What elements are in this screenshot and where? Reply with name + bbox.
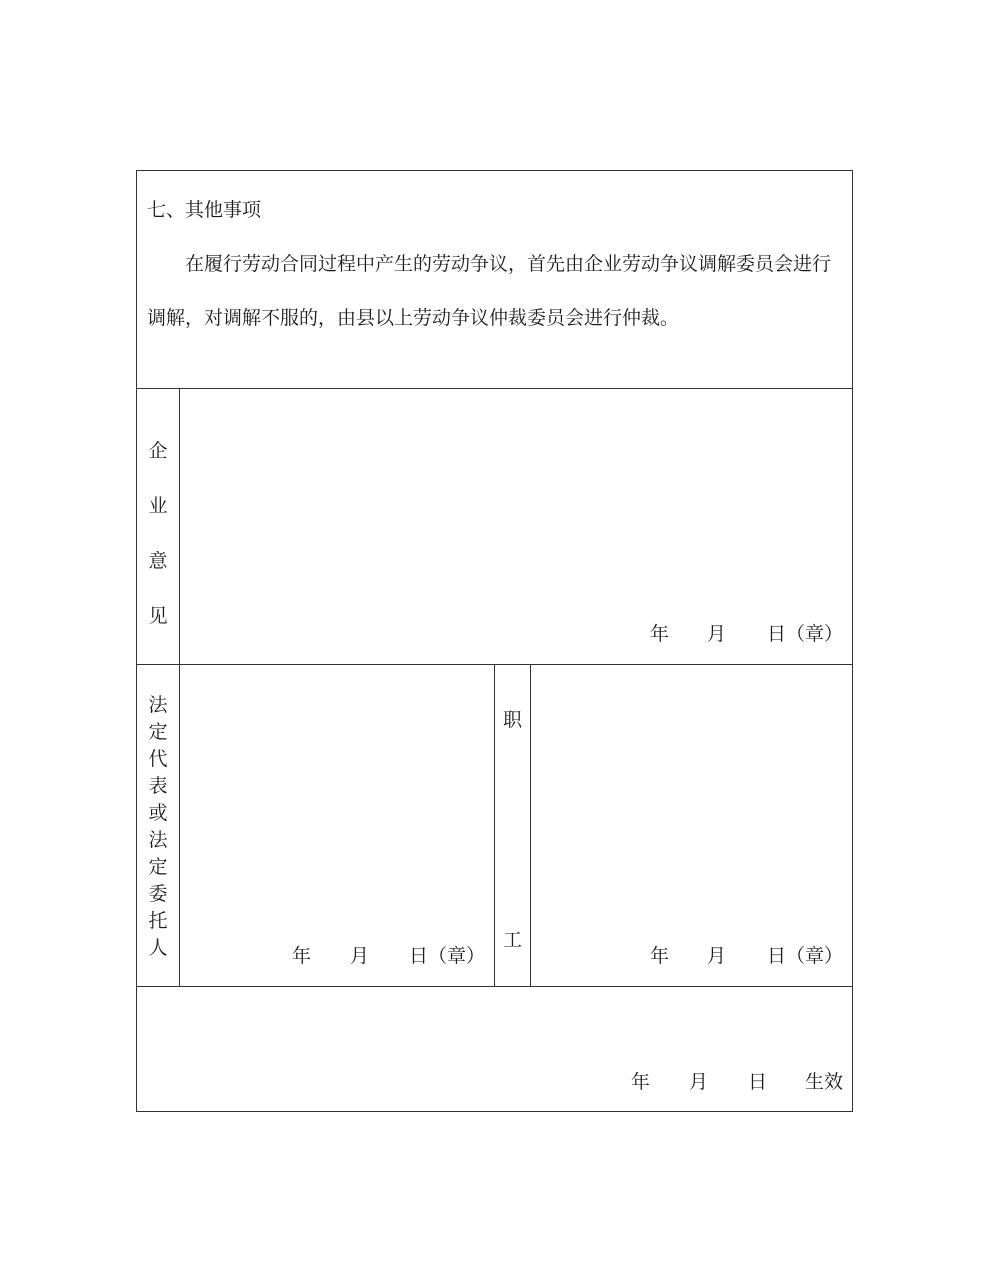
- label-char: 托: [148, 910, 168, 932]
- employee-date-year: 年: [650, 945, 670, 967]
- label-char: 定: [148, 856, 168, 878]
- label-char: 业: [148, 495, 168, 517]
- divider-after-signatures: [137, 986, 852, 987]
- divider-enterprise-label: [179, 388, 180, 986]
- contract-form-table: [136, 170, 853, 1112]
- legal-rep-date-day-seal: 日（章）: [409, 945, 486, 967]
- label-char: 见: [148, 605, 168, 627]
- divider-employee-label: [530, 664, 531, 986]
- legal-rep-date-month: 月: [350, 945, 370, 967]
- effective-label: 生效: [805, 1071, 844, 1093]
- enterprise-date-day-seal: 日（章）: [767, 623, 844, 645]
- label-char: 企: [148, 440, 168, 462]
- enterprise-date-year: 年: [650, 623, 670, 645]
- label-char: 法: [148, 694, 168, 716]
- employee-date-day-seal: 日（章）: [767, 945, 844, 967]
- label-char: 表: [148, 775, 168, 797]
- enterprise-date-month: 月: [707, 623, 727, 645]
- employee-date-month: 月: [707, 945, 727, 967]
- section7-line1: 在履行劳动合同过程中产生的劳动争议，首先由企业劳动争议调解委员会进行: [185, 253, 832, 275]
- legal-rep-label: [137, 692, 179, 962]
- label-char: 或: [148, 802, 168, 824]
- effective-date-year: 年: [631, 1071, 651, 1093]
- label-char: 意: [148, 550, 168, 572]
- enterprise-opinion-label: [137, 436, 179, 656]
- section7-heading: 七、其他事项: [147, 199, 262, 221]
- label-char: 委: [148, 883, 168, 905]
- label-char: 定: [148, 721, 168, 743]
- employee-label-char: 职: [503, 709, 523, 731]
- label-char: 人: [148, 937, 168, 959]
- label-char: 法: [148, 829, 168, 851]
- legal-rep-date-year: 年: [292, 945, 312, 967]
- employee-label-char: 工: [503, 929, 523, 951]
- effective-date-month: 月: [689, 1071, 709, 1093]
- effective-date-day: 日: [748, 1071, 768, 1093]
- divider-after-section7: [137, 388, 852, 389]
- label-char: 代: [148, 748, 168, 770]
- section7-line2: 调解，对调解不服的，由县以上劳动争议仲裁委员会进行仲裁。: [147, 307, 680, 329]
- divider-legal-rep-content: [494, 664, 495, 986]
